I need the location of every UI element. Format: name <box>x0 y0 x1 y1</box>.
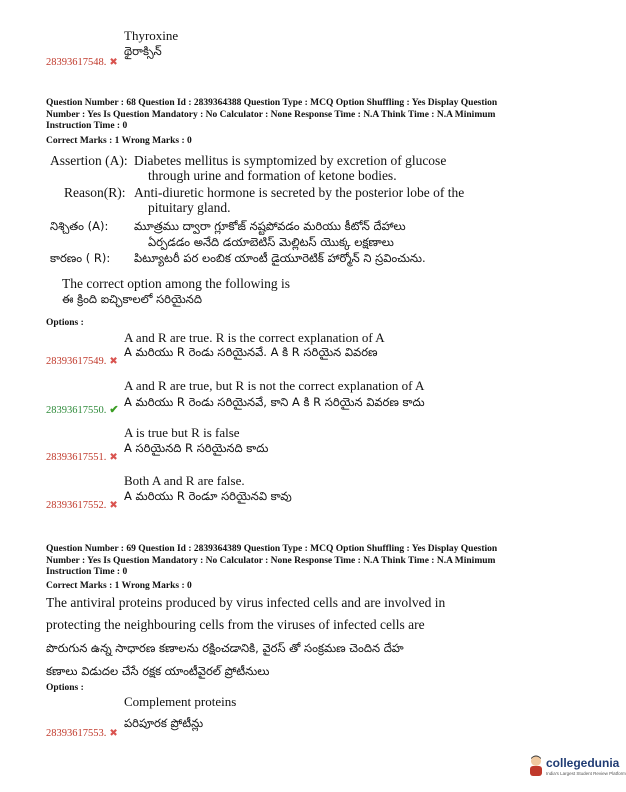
option-text-en: Complement proteins <box>124 694 237 709</box>
options-label: Options : <box>46 318 84 328</box>
option-id: 28393617550. <box>46 405 107 416</box>
meta-line: Question Number : 68 Question Id : 2839364388 Question Type : MCQ Option Shuffling : Yes Display Question <box>46 98 498 108</box>
reason-text: Anti-diuretic hormone is secreted by the posterior lobe of the <box>134 185 465 200</box>
meta-line: Number : Yes Is Question Mandatory : No Calculator : None Response Time : N.A Think Time : N.A Minimum <box>46 109 496 120</box>
brand-name: collegedunia <box>546 756 620 770</box>
assertion-text: Diabetes mellitus is symptomized by excretion of glucose <box>134 153 447 168</box>
meta-line: Question Number : 69 Question Id : 2839364389 Question Type : MCQ Option Shuffling : Yes Display Question <box>46 544 498 554</box>
prompt-text: The correct option among the following is <box>62 276 290 291</box>
option-text-en: A and R are true, but R is not the correct explanation of A <box>124 378 425 393</box>
cross-icon: ✖ <box>109 500 118 511</box>
meta-line: Number : Yes Is Question Mandatory : No Calculator : None Response Time : N.A Think Time : N.A Minimum <box>46 555 496 566</box>
option-text-en: A and R are true. R is the correct explanation of A <box>124 330 385 345</box>
question-stem-te: పొరుగున ఉన్న సాధారణ కణాలను రక్షించడానికి, వైరస్ తో సంక్రమణ చెందిన దేహ <box>46 641 404 655</box>
option-id-row <box>46 351 118 369</box>
cross-icon: ✖ <box>109 728 118 739</box>
assertion-text-cont: through urine and formation of ketone bodies. <box>148 168 397 183</box>
option-id-row <box>46 495 118 513</box>
option-id: 28393617549. <box>46 356 107 367</box>
option-id-row <box>46 723 118 741</box>
question-meta <box>46 544 497 579</box>
option-text-en: Thyroxine <box>124 28 179 43</box>
cross-icon: ✖ <box>109 452 118 463</box>
option-id-row <box>46 400 119 418</box>
meta-line: Instruction Time : 0 <box>46 567 128 577</box>
marks-info: Correct Marks : 1 Wrong Marks : 0 <box>46 581 192 591</box>
assertion-te-label: నిశ్చితం (A): <box>50 219 109 233</box>
student-avatar-icon <box>528 754 544 776</box>
option-id: 28393617552. <box>46 500 107 511</box>
reason-label: Reason(R): <box>64 185 126 200</box>
option-text-te: A మరియు R రెండూ సరియైనవి కావు <box>124 489 292 503</box>
question-meta <box>46 98 497 133</box>
option-id: 28393617551. <box>46 452 107 463</box>
assertion-te-text: మూత్రము ద్వారా గ్లూకోజ్ నష్టపోవడం మరియు కీటోన్ దేహాలు <box>134 219 406 233</box>
check-icon: ✔ <box>109 404 119 416</box>
option-text-en: A is true but R is false <box>124 425 240 440</box>
assertion-te-text-cont: ఏర్పడడం అనేది డయాబెటిస్ మెల్లిటస్ యొక్క లక్షణాలు <box>148 235 394 249</box>
question-stem-cont: protecting the neighbouring cells from the viruses of infected cells are <box>46 617 425 632</box>
option-text-te: A సరియైనది R సరియైనది కాదు <box>124 441 269 455</box>
option-id-row <box>46 52 118 70</box>
cross-icon: ✖ <box>109 356 118 367</box>
option-id: 28393617553. <box>46 728 107 739</box>
option-text-te: పరిపూరక ప్రోటీన్లు <box>124 716 204 730</box>
option-text-te: థైరాక్సిన్ <box>124 44 162 58</box>
prompt-text-te: ఈ క్రింది ఐచ్ఛికాలలో సరియైనది <box>62 292 202 306</box>
cross-icon: ✖ <box>109 57 118 68</box>
reason-text-cont: pituitary gland. <box>148 200 231 215</box>
question-stem: The antiviral proteins produced by virus infected cells and are involved in <box>46 595 446 610</box>
brand-tagline: India's Largest Student Review Platform <box>546 771 626 776</box>
marks-info: Correct Marks : 1 Wrong Marks : 0 <box>46 136 192 146</box>
option-text-en: Both A and R are false. <box>124 473 245 488</box>
reason-te-text: పిట్యూటరీ పర లంబిక యాంటీ డైయూరెటిక్ హార్మోన్ ని స్రవించును. <box>134 251 426 265</box>
meta-line: Instruction Time : 0 <box>46 121 128 131</box>
brand-logo[interactable] <box>528 752 626 784</box>
option-text-te: A మరియు R రెండు సరియైనవే. A కి R సరియైన వివరణ <box>124 345 378 359</box>
option-id: 28393617548. <box>46 57 107 68</box>
option-id-row <box>46 447 118 465</box>
options-label: Options : <box>46 683 84 693</box>
assertion-label: Assertion (A): <box>50 153 128 168</box>
question-stem-te-cont: కణాలు విడుదల చేసే రక్షక యాంటీవైరల్ ప్రోటీనులు <box>46 664 270 678</box>
reason-te-label: కారణం ( R): <box>50 251 111 265</box>
option-text-te: A మరియు R రెండు సరియైనవే, కాని A కి R సరియైన వివరణ కాదు <box>124 395 425 409</box>
